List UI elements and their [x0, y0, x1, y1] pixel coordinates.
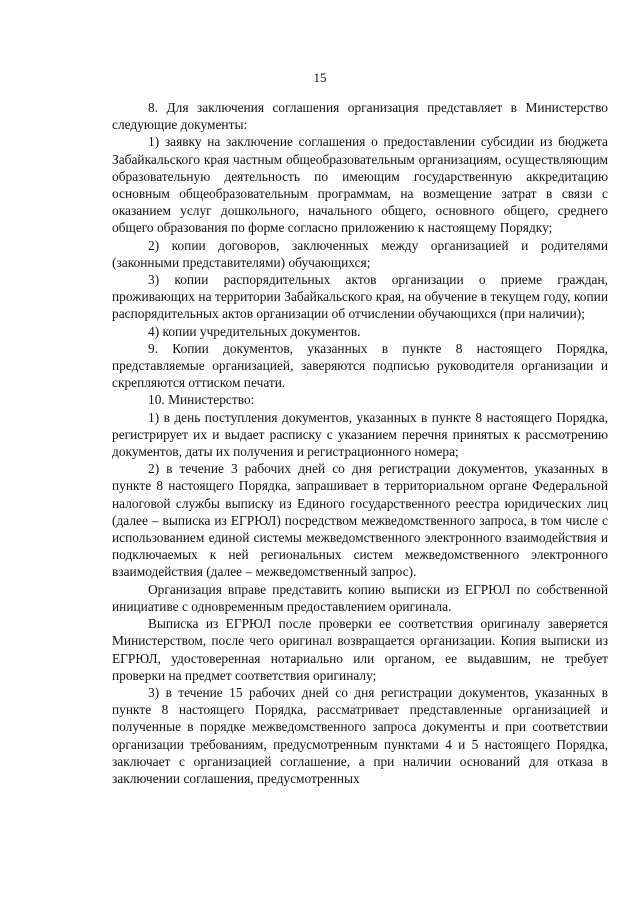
paragraph-10: 10. Министерство: — [148, 392, 255, 408]
paragraph-10-item-2: 2) в течение 3 рабочих дней со дня регистрации документов, указанных в пункте 8 настоящего Порядка, запрашивает в территориальном органе Федеральной налоговой службы выписку из Единого государственного реестра юридических лиц (далее – выписка из ЕГРЮЛ) посредством межведомственного запроса, в том числе с использованием единой системы межведомственного электронного взаимодействия и подключаемых к ней региональных систем межведомственного электронного взаимодействия (далее – межведомственный запрос). — [112, 461, 608, 580]
paragraph-9: 9. Копии документов, указанных в пункте 8 настоящего Порядка, представляемые организацией, заверяются подписью руководителя организации и скрепляются оттиском печати. — [112, 340, 608, 391]
paragraph-10-item-1: 1) в день поступления документов, указанных в пункте 8 настоящего Порядка, регистрирует их и выдает расписку с указанием перечня принятых к рассмотрению документов, даты их получения и регистрационного номера; — [112, 409, 608, 460]
paragraph-8-item-2: 2) копии договоров, заключенных между организацией и родителями (законными представителями) обучающихся; — [112, 237, 608, 270]
paragraph-egrul-verification: Выписка из ЕГРЮЛ после проверки ее соответствия оригиналу заверяется Министерством, после чего оригинал возвращается организации. Копия выписки из ЕГРЮЛ, удостоверенная нотариально или органом, ее выдавшим, не требует проверки на предмет соответствия оригиналу; — [112, 616, 608, 683]
paragraph-8-item-3: 3) копии распорядительных актов организации о приеме граждан, проживающих на территории Забайкальского края, на обучение в текущем году, копии распорядительных актов организации об отчислении обучающихся (при наличии); — [112, 272, 608, 322]
paragraph-10-item-3: 3) в течение 15 рабочих дней со дня регистрации документов, указанных в пункте 8 настоящего Порядка, рассматривает представленные организацией и полученные в порядке межведомственного запроса документы и при соответствии организации требованиям, предусмотренным пунктами 4 и 5 настоящего Порядка, заключает с организацией соглашение, а при наличии оснований для отказа в заключении соглашения, предусмотренных — [112, 684, 608, 786]
page-number: 15 — [313, 70, 327, 85]
document-body — [112, 99, 608, 787]
paragraph-8: 8. Для заключения соглашения организация представляет в Министерство следующие документы: — [112, 100, 608, 133]
paragraph-egrul-copy: Организация вправе представить копию выписки из ЕГРЮЛ по собственной инициативе с одновременным предоставлением оригинала. — [112, 581, 608, 614]
paragraph-8-item-4: 4) копии учредительных документов. — [148, 323, 361, 339]
paragraph-8-item-1: 1) заявку на заключение соглашения о предоставлении субсидии из бюджета Забайкальского края частным общеобразовательным организациям, осуществляющим образовательную деятельность по имеющим государственную аккредитацию основным общеобразовательным программам, на возмещение затрат в связи с оказанием услуг дошкольного, начального общего, основного общего, среднего общего образования по форме согласно приложению к настоящему Порядку; — [112, 134, 608, 236]
